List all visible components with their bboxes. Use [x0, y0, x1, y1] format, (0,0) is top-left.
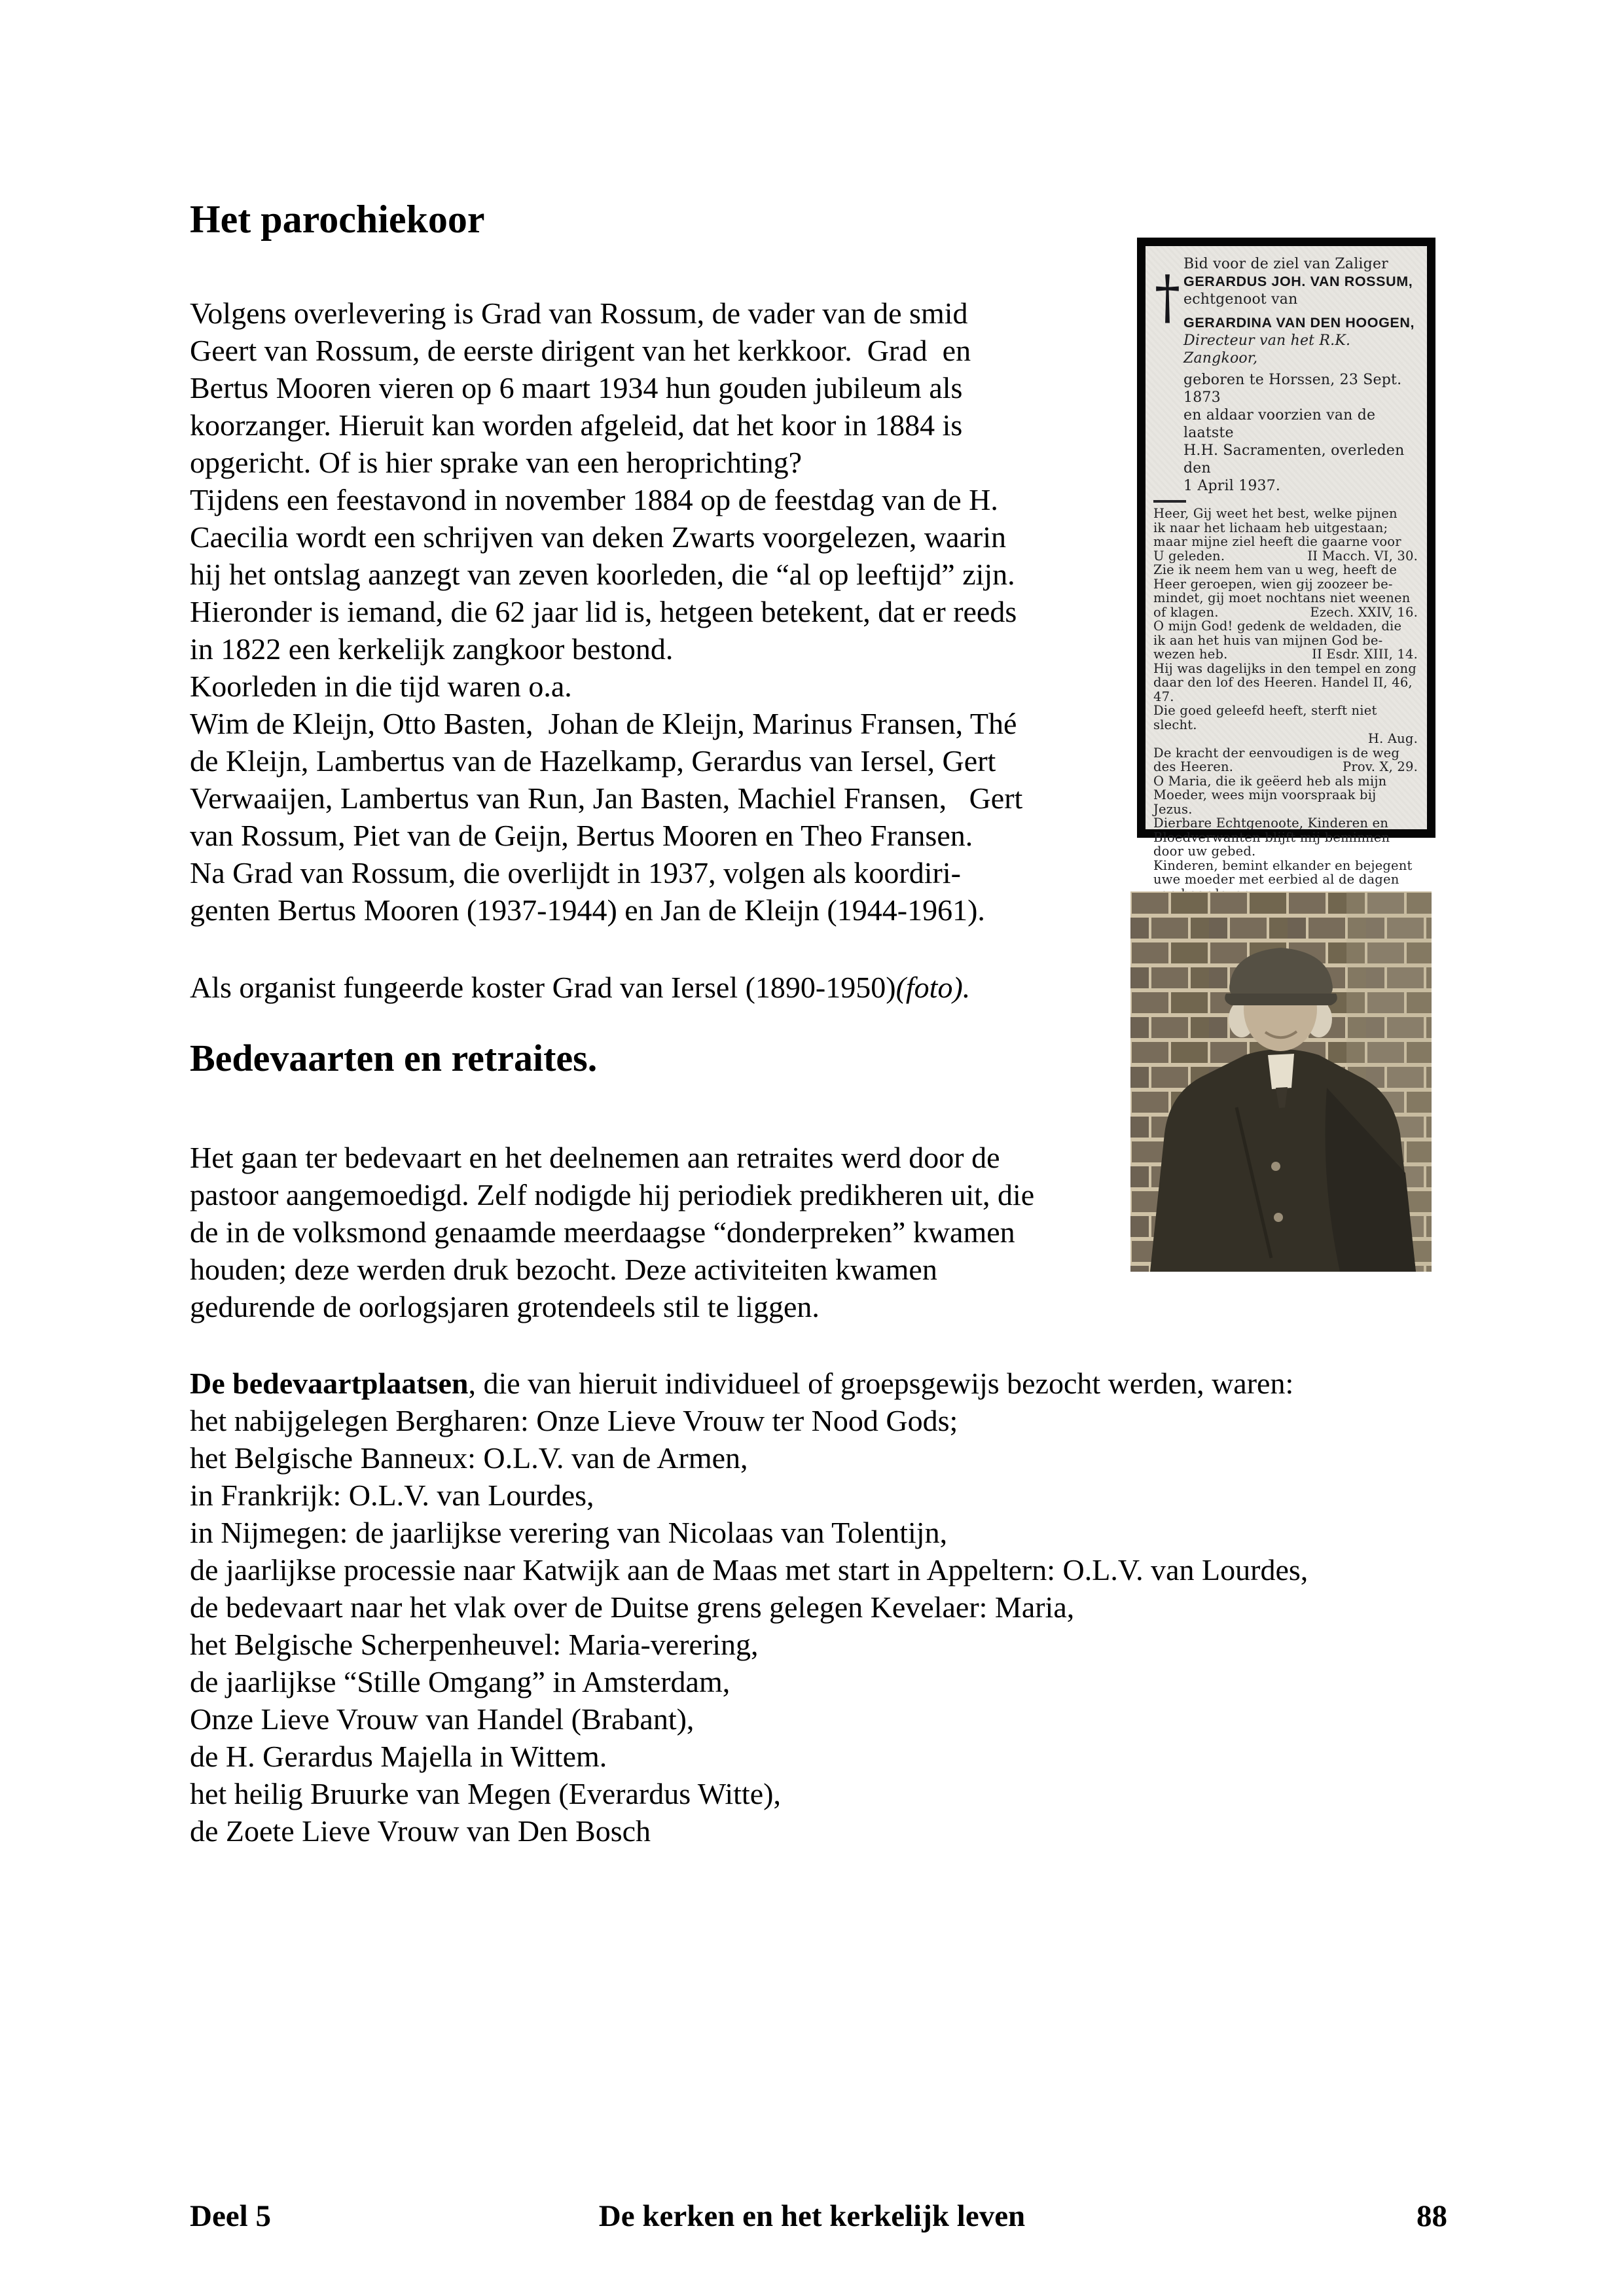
memorial-card-text	[1146, 255, 1427, 958]
card-line: echtgenoot van	[1183, 291, 1298, 308]
card-line: Moeder, wees mijn voorspraak bij Jezus.	[1153, 787, 1377, 817]
card-line: H. Aug.	[1367, 731, 1418, 746]
card-line: Hij was dagelijks in den tempel en zong	[1153, 660, 1416, 676]
card-line: Dierbare Echtgenoote, Kinderen en	[1153, 816, 1388, 831]
card-line: wezen heb. II Esdr. XIII, 14.	[1153, 647, 1418, 662]
photo-illustration	[1130, 891, 1432, 1272]
card-line: Bid voor de ziel van Zaliger	[1183, 256, 1388, 272]
footer-part-label: Deel 5	[190, 2199, 271, 2233]
organist-text: Als organist fungeerde koster Grad van Iersel (1890-1950)	[190, 971, 896, 1004]
card-line: Bloedverwanten blijft mij beminnen	[1153, 829, 1390, 845]
card-line: O Maria, die ik geëerd heb als mijn	[1153, 773, 1387, 789]
organist-line	[190, 969, 970, 1006]
bedevaartplaatsen-list: het nabijgelegen Bergharen: Onze Lieve Vrouw ter Nood Gods; het Belgische Banneux: O.L.V. van de Armen, in Frankrijk: O.L.V. van Lourdes, in Nijmegen: de jaarlijkse verering van Nicolaas van Tolentijn, de jaarlijkse processie naar Katwijk aan de Maas met start in Appeltern: O.L.V. van Lourdes, de bedevaart naar het vlak over de Duitse grens gelegen Kevelaer: Maria, het Belgische Scherpenheuvel: Maria-verering, de jaarlijkse “Stille Omgang” in Amsterdam, Onze Lieve Vrouw van Handel (Brabant), de H. Gerardus Majella in Wittem. het heilig Bruurke van Megen (Everardus Witte), de Zoete Lieve Vrouw van Den Bosch	[190, 1404, 1308, 1848]
card-line: Kinderen, bemint elkander en bejegent	[1153, 857, 1413, 873]
paragraph-parochiekoor: Volgens overlevering is Grad van Rossum, de vader van de smid Geert van Rossum, de eerste dirigent van het kerkkoor. Grad en Bertus Mooren vieren op 6 maart 1934 hun gouden jubileum als koorzanger. Hieruit kan worden afgeleid, dat het koor in 1884 is opgericht. Of is hier sprake van een heroprichting? Tijdens een feestavond in november 1884 op de feestdag van de H. Caecilia wordt een schrijven van deken Zwarts voorgelezen, waarin hij het ontslag aanzegt van zeven koorleden, die “al op leeftijd” zijn. Hieronder is iemand, die 62 jaar lid is, hetgeen betekent, dat er reeds in 1822 een kerkelijk zangkoor bestond. Koorleden in die tijd waren o.a. Wim de Kleijn, Otto Basten, Johan de Kleijn, Marinus Fransen, Thé de Kleijn, Lambertus van de Hazelkamp, Gerardus van Iersel, Gert Verwaaijen, Lambertus van Run, Jan Basten, Machiel Fransen, Gert van Rossum, Piet van de Geijn, Bertus Mooren en Theo Fransen. Na Grad van Rossum, die overlijdt in 1937, volgen als koordiri- genten Bertus Mooren (1937-1944) en Jan de Kleijn (1944-1961).	[190, 296, 1023, 927]
card-line: H.H. Sacramenten, overleden den	[1183, 442, 1405, 476]
organist-foto-ref: (foto).	[895, 971, 971, 1004]
bedevaartplaatsen-lead	[190, 1365, 1293, 1402]
memorial-card	[1137, 238, 1435, 887]
coat-button	[1271, 1162, 1280, 1171]
card-line: Die goed geleefd heeft, sterft niet slecht.	[1153, 703, 1377, 732]
card-line: uwe moeder met eerbied al de dagen	[1153, 872, 1399, 887]
section-title-parochiekoor: Het parochiekoor	[190, 198, 485, 241]
card-line: ik naar het lichaam heb uitgestaan;	[1153, 520, 1388, 535]
card-line: des Heeren. Prov. X, 29.	[1153, 759, 1418, 774]
card-line: mindet, gij moet nochtans niet weenen	[1153, 590, 1411, 605]
bedevaartplaatsen-lead-bold: De bedevaartplaatsen	[190, 1367, 469, 1400]
coat-button	[1274, 1213, 1283, 1222]
card-line: 1 April 1937.	[1183, 478, 1281, 494]
card-line: GERARDUS JOH. VAN ROSSUM,	[1183, 274, 1413, 289]
card-line: maar mijne ziel heeft die gaarne voor	[1153, 534, 1401, 549]
card-line: Heer, Gij weet het best, welke pijnen	[1153, 506, 1398, 521]
card-line: door uw gebed.	[1153, 844, 1256, 859]
card-line: O mijn God! gedenk de weldaden, die	[1153, 619, 1402, 634]
card-line: en aldaar voorzien van de laatste	[1183, 407, 1376, 441]
photo-grad-van-iersel	[1130, 891, 1432, 1272]
card-line: of klagen. Ezech. XXIV, 16.	[1153, 604, 1418, 620]
rule-solid	[1153, 500, 1186, 503]
card-line: ik aan het huis van mijnen God be-	[1153, 632, 1383, 648]
footer-chapter-title: De kerken en het kerkelijk leven	[598, 2199, 1026, 2233]
card-line: Directeur van het R.K. Zangkoor,	[1183, 332, 1351, 367]
card-line: Heer geroepen, wien gij zoozeer be-	[1153, 576, 1393, 592]
section-title-bedevaarten: Bedevaarten en retraites.	[190, 1037, 598, 1079]
card-line: Zie ik neem hem van u weg, heeft de	[1153, 562, 1398, 577]
card-line: daar den lof des Heeren. Handel II, 46, 47.	[1153, 675, 1413, 704]
cross-icon: †	[1155, 264, 1180, 332]
card-line: U geleden. II Macch. VI, 30.	[1153, 548, 1418, 564]
collar	[1268, 1054, 1294, 1089]
paragraph-bedevaarten: Het gaan ter bedevaart en het deelnemen aan retraites werd door de pastoor aangemoedigd. Zelf nodigde hij periodiek predikheren uit, die de in de volksmond genaamde meerdaagse “donderpreken” kwamen houden; deze werden druk bezocht. Deze activiteiten kwamen gedurende de oorlogsjaren grotendeels stil te liggen.	[190, 1141, 1035, 1323]
bedevaartplaatsen-lead-rest: , die van hieruit individueel of groepsgewijs bezocht werden, waren:	[468, 1367, 1294, 1400]
card-line: GERARDINA VAN DEN HOOGEN,	[1183, 315, 1415, 331]
card-line: De kracht der eenvoudigen is de weg	[1153, 745, 1400, 761]
footer-page-number: 88	[1416, 2199, 1447, 2233]
cap-brim	[1225, 994, 1337, 1005]
card-line: geboren te Horssen, 23 Sept. 1873	[1183, 372, 1402, 406]
